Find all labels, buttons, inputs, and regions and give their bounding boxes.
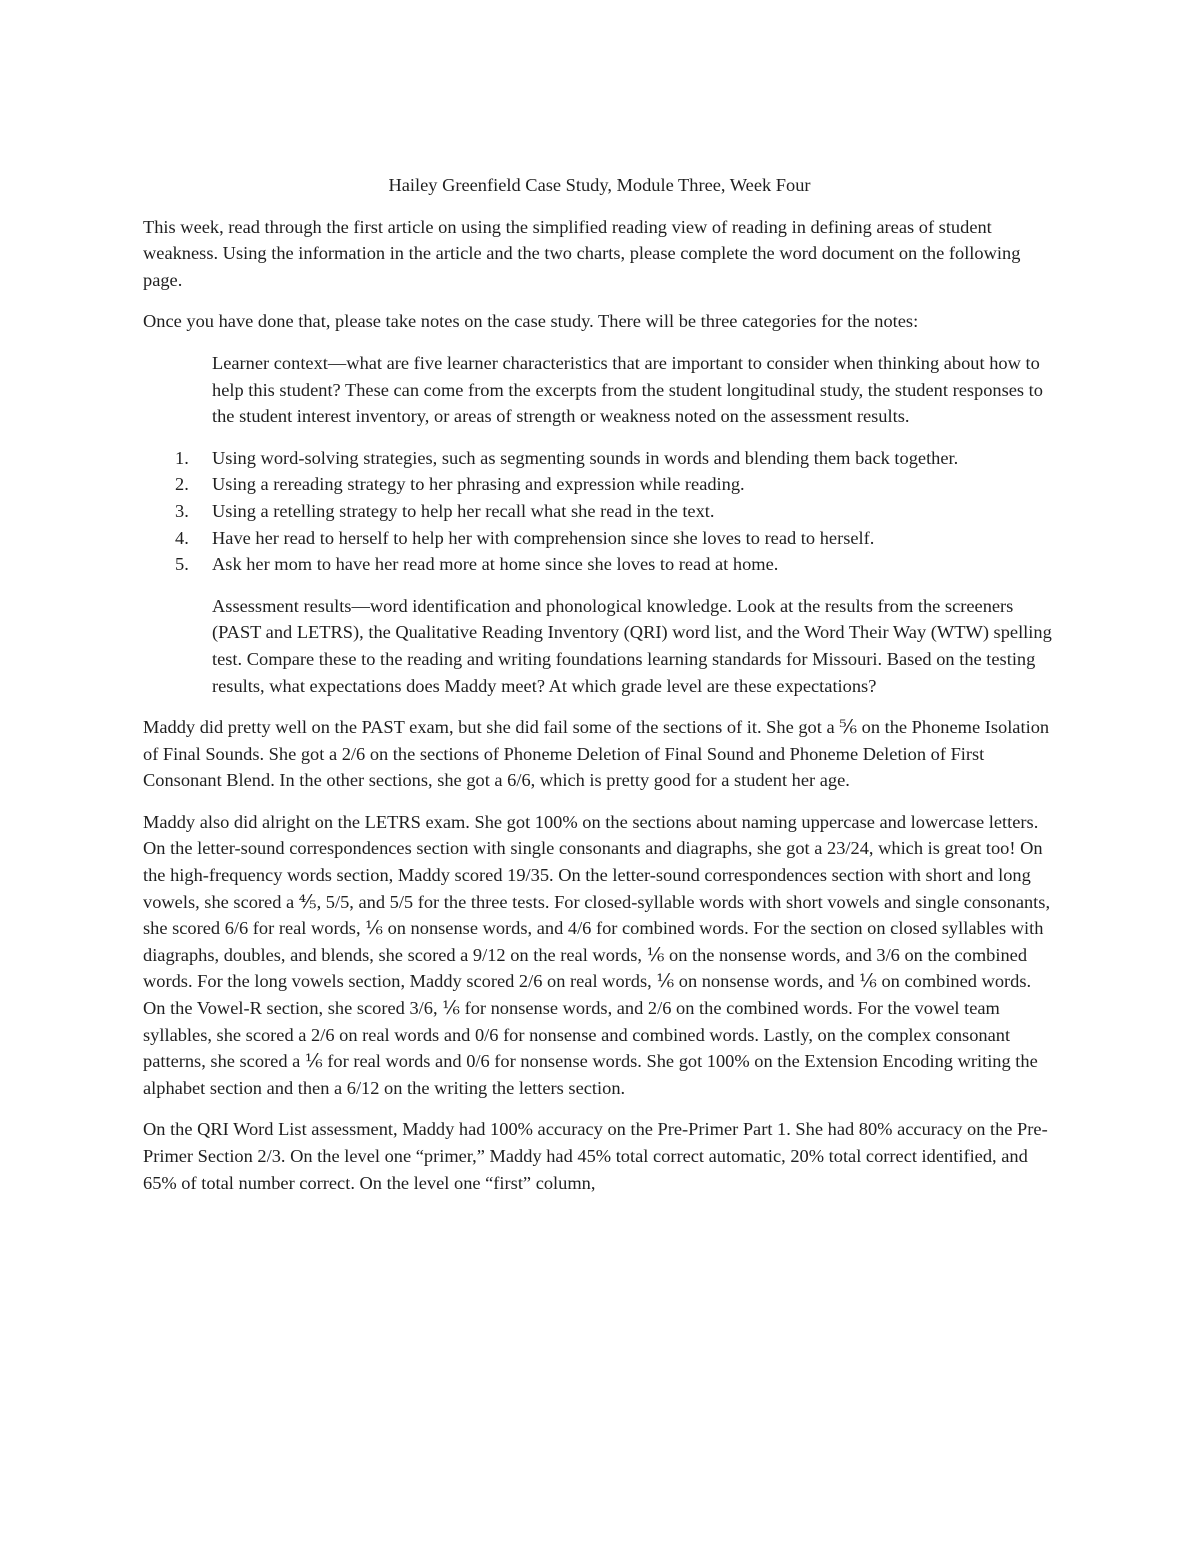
intro-paragraph: This week, read through the first article on using the simplified reading view of reading in defining areas of student weakness. Using the information in the article and the two charts, please complete the word document on the following page. — [143, 216, 1021, 290]
list-item-number: 4. — [175, 527, 189, 548]
strategy-list — [143, 445, 1056, 578]
list-item-text: Ask her mom to have her read more at home since she loves to read at home. — [212, 554, 779, 575]
list-item-number: 5. — [175, 554, 189, 575]
list-item — [143, 551, 1056, 578]
list-item-text: Using a rereading strategy to her phrasing and expression while reading. — [212, 474, 745, 495]
list-item-text: Have her read to herself to help her with comprehension since she loves to read to herself. — [212, 527, 875, 548]
letrs-results-paragraph: Maddy also did alright on the LETRS exam. She got 100% on the sections about naming uppercase and lowercase letters. On the letter-sound correspondences section with single consonants and diagraphs, she got a 23/24, which is great too! On the high-frequency words section, Maddy scored 19/35. On the letter-sound correspondences section with short and long vowels, she scored a ⅘, 5/5, and 5/5 for the three tests. For closed-syllable words with short vowels and single consonants, she scored 6/6 for real words, ⅙ on nonsense words, and 4/6 for combined words. For the section on closed syllables with diagraphs, doubles, and blends, she scored a 9/12 on the real words, ⅙ on the nonsense words, and 3/6 on the combined words. For the long vowels section, Maddy scored 2/6 on real words, ⅙ on nonsense words, and ⅙ on combined words. On the Vowel-R section, she scored 3/6, ⅙ for nonsense words, and 2/6 on the combined words. For the vowel team syllables, she scored a 2/6 on real words and 0/6 for nonsense and combined words. Lastly, on the complex consonant patterns, she scored a ⅙ for real words and 0/6 for nonsense words. She got 100% on the Extension Encoding writing the alphabet section and then a 6/12 on the writing the letters section. — [143, 811, 1051, 1098]
assessment-results-paragraph: Assessment results—word identification and phonological knowledge. Look at the results from the screeners (PAST and LETRS), the Qualitative Reading Inventory (QRI) word list, and the Word Their Way (WTW) spelling test. Compare these to the reading and writing foundations learning standards for Missouri. Based on the testing results, what expectations does Maddy meet? At which grade level are these expectations? — [212, 595, 1052, 696]
list-item — [143, 498, 1056, 525]
list-item-text: Using word-solving strategies, such as segmenting sounds in words and blending them back together. — [212, 447, 959, 468]
qri-results-paragraph: On the QRI Word List assessment, Maddy had 100% accuracy on the Pre-Primer Part 1. She had 80% accuracy on the Pre-Primer Section 2/3. On the level one “primer,” Maddy had 45% total correct automatic, 20% total correct identified, and 65% of total number correct. On the level one “first” column, — [143, 1119, 1048, 1193]
list-item-number: 1. — [175, 447, 189, 468]
list-item — [143, 445, 1056, 472]
list-item — [143, 525, 1056, 552]
document-title: Hailey Greenfield Case Study, Module Three, Week Four — [388, 175, 811, 195]
list-item-text: Using a retelling strategy to help her recall what she read in the text. — [212, 500, 715, 521]
learner-context-paragraph: Learner context—what are five learner characteristics that are important to consider when thinking about how to help this student? These can come from the excerpts from the student longitudinal study, the student responses to the student interest inventory, or areas of strength or weakness noted on the assessment results. — [212, 352, 1043, 427]
list-item — [143, 471, 1056, 498]
list-item-number: 3. — [175, 500, 189, 521]
notes-intro-paragraph: Once you have done that, please take notes on the case study. There will be three categories for the notes: — [143, 311, 919, 332]
past-results-paragraph: Maddy did pretty well on the PAST exam, but she did fail some of the sections of it. She got a ⅚ on the Phoneme Isolation of Final Sounds. She got a 2/6 on the sections of Phoneme Deletion of Final Sound and Phoneme Deletion of First Consonant Blend. In the other sections, she got a 6/6, which is pretty good for a student her age. — [143, 717, 1050, 791]
list-item-number: 2. — [175, 474, 189, 495]
